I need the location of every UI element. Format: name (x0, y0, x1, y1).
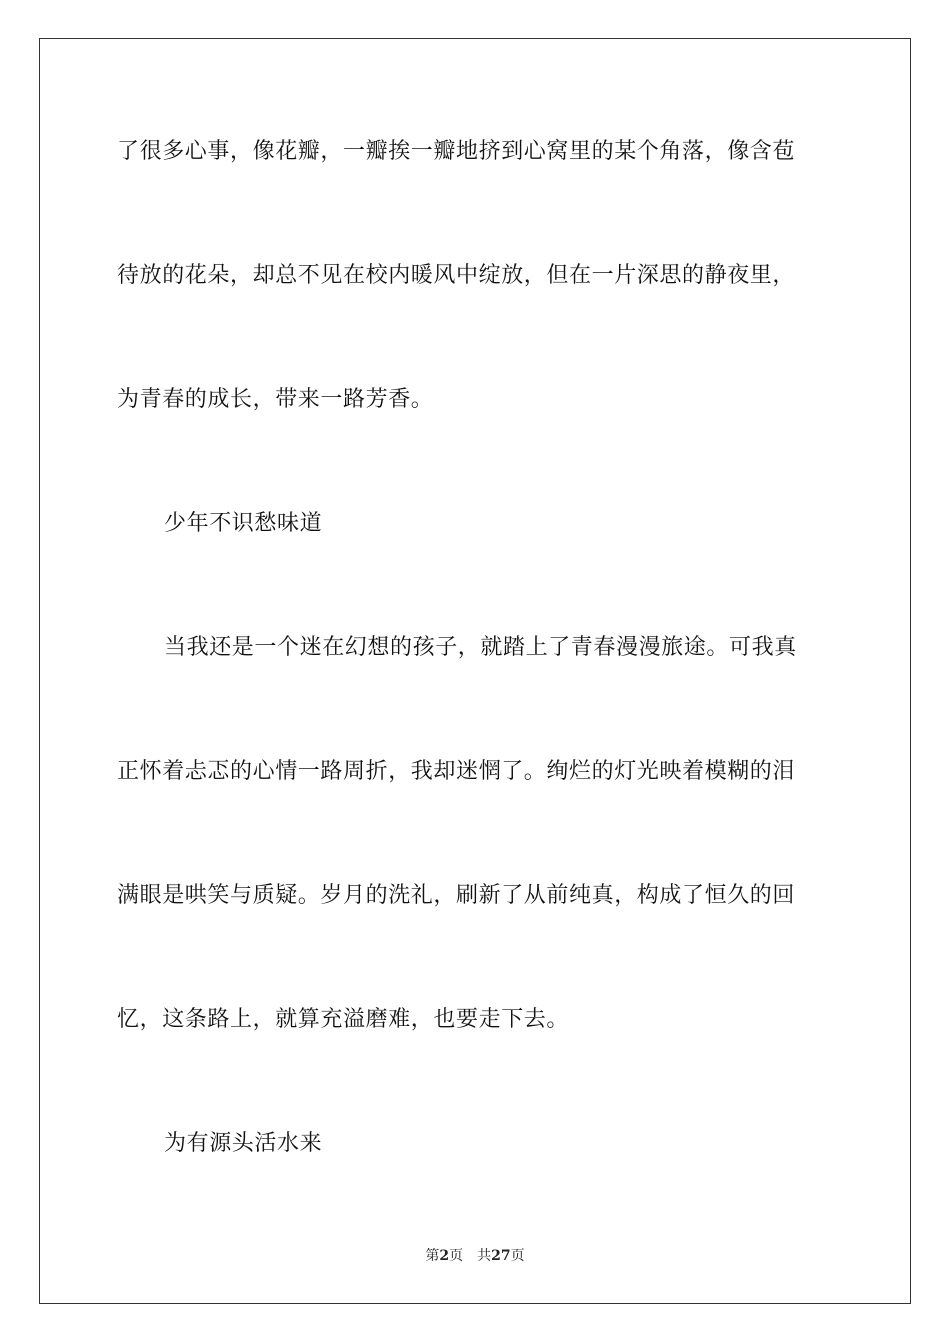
page-number: 2 (439, 1248, 450, 1264)
page-border (39, 38, 911, 1304)
section-heading: 为有源头活水来 (164, 1131, 323, 1156)
paragraph-line: 待放的花朵，却总不见在校内暖风中绽放，但在一片深思的静夜里， (117, 263, 796, 288)
paragraph-line: 为青春的成长，带来一路芳香。 (117, 387, 434, 412)
paragraph-line: 当我还是一个迷在幻想的孩子，就踏上了青春漫漫旅途。可我真 (164, 635, 797, 660)
total-pages: 27 (491, 1248, 511, 1264)
paragraph-line: 了很多心事，像花瓣，一瓣挨一瓣地挤到心窝里的某个角落，像含苞 (117, 139, 796, 164)
paragraph-line: 忆，这条路上，就算充溢磨难，也要走下去。 (117, 1007, 570, 1032)
page-footer (0, 1246, 950, 1266)
total-suffix: 页 (510, 1248, 525, 1264)
paragraph-line: 正怀着忐忑的心情一路周折，我却迷惘了。绚烂的灯光映着模糊的泪 (117, 759, 796, 784)
paragraph-line: 满眼是哄笑与质疑。岁月的洗礼，刷新了从前纯真，构成了恒久的回 (117, 883, 796, 908)
page-suffix: 页 (449, 1248, 464, 1264)
total-prefix: 共 (477, 1248, 492, 1264)
section-heading: 少年不识愁味道 (164, 511, 323, 536)
page-prefix: 第 (425, 1248, 440, 1264)
